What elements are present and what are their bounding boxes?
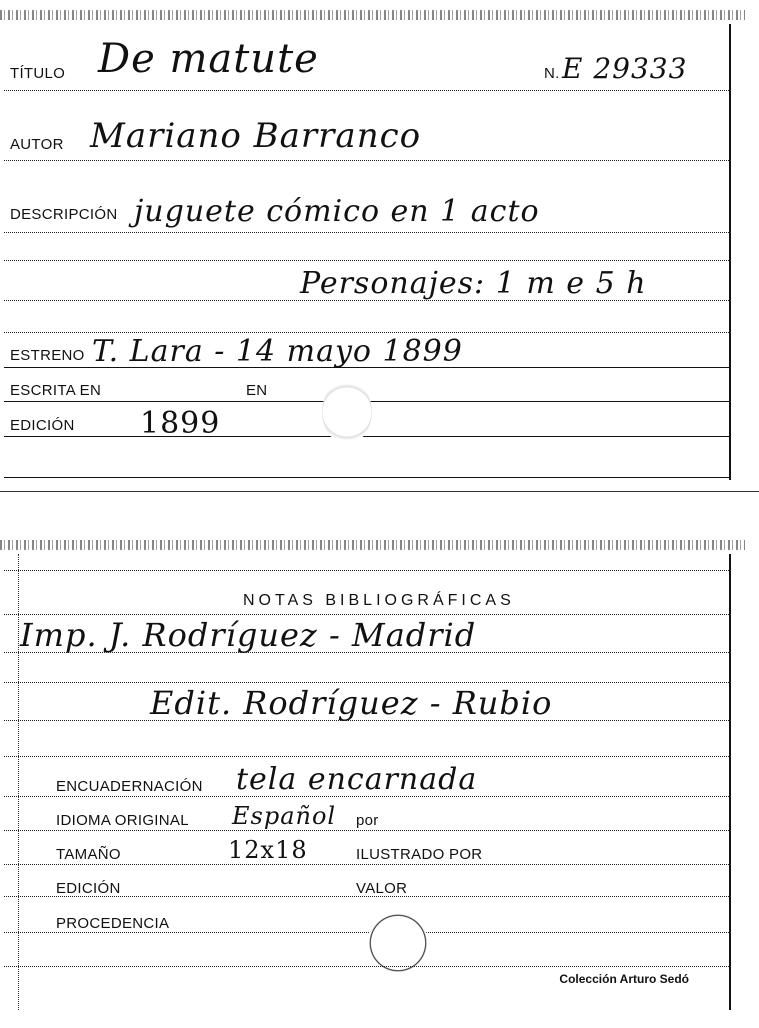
rule-line: [4, 570, 731, 571]
titulo-label: TÍTULO: [10, 65, 66, 82]
por-label: por: [356, 812, 379, 829]
ilustrado-label: ILUSTRADO POR: [356, 846, 483, 863]
rule-line: [4, 830, 731, 831]
edicion-label: EDICIÓN: [10, 417, 75, 434]
rule-line: [4, 796, 731, 797]
rule-line: [4, 932, 731, 933]
rule-line: [4, 90, 731, 91]
rule-line: [4, 260, 731, 261]
idioma-value: Español: [232, 802, 337, 830]
en-label: EN: [246, 382, 268, 399]
tamano-value: 12x18: [228, 836, 308, 864]
estreno-label: ESTRENO: [10, 347, 85, 364]
stamp-circle: [368, 912, 428, 974]
estreno-value: T. Lara - 14 mayo 1899: [92, 334, 463, 369]
rule-line: [4, 756, 731, 757]
rule-line: [4, 966, 731, 967]
rule-line: [4, 720, 731, 721]
rule-line: [4, 232, 731, 233]
edicion-back-label: EDICIÓN: [56, 880, 121, 897]
rule-line: [4, 682, 731, 683]
tamano-label: TAMAÑO: [56, 846, 121, 863]
stamp-blot: [322, 380, 372, 444]
rule-line: [4, 652, 731, 653]
notas-heading: NOTAS BIBLIOGRÁFICAS: [243, 592, 515, 609]
valor-label: VALOR: [356, 880, 408, 897]
edicion-value: 1899: [140, 406, 221, 441]
catalog-card-back: [0, 540, 745, 1010]
card-top-edge: [0, 10, 745, 20]
nota-line-2: Edit. Rodríguez - Rubio: [150, 684, 553, 722]
scan-divider: [0, 491, 759, 492]
rule-line: [4, 477, 731, 478]
personajes-value: Personajes: 1 m e 5 h: [300, 266, 647, 301]
rule-line: [4, 436, 731, 437]
escrita-label: ESCRITA EN: [10, 382, 102, 399]
encuadernacion-label: ENCUADERNACIÓN: [56, 778, 203, 795]
autor-value: Mariano Barranco: [90, 116, 422, 156]
rule-line: [4, 864, 731, 865]
catalog-card-front: [0, 10, 745, 480]
numero-label: N.: [544, 65, 560, 82]
rule-line: [4, 300, 731, 301]
numero-value: E 29333: [562, 52, 688, 85]
rule-line: [4, 614, 731, 615]
collection-footer: Colección Arturo Sedó: [559, 972, 689, 986]
card-right-border: [727, 554, 731, 1010]
procedencia-label: PROCEDENCIA: [56, 915, 170, 932]
card-top-edge: [0, 540, 745, 550]
rule-line: [4, 332, 731, 333]
card-right-border: [727, 24, 731, 480]
encuadernacion-value: tela encarnada: [236, 762, 478, 797]
autor-label: AUTOR: [10, 136, 64, 153]
nota-line-1: Imp. J. Rodríguez - Madrid: [20, 616, 477, 654]
card-left-border: [18, 554, 19, 1010]
descripcion-label: DESCRIPCIÓN: [10, 206, 118, 223]
rule-line: [4, 160, 731, 161]
rule-line: [4, 367, 731, 368]
titulo-value: De matute: [98, 36, 319, 82]
idioma-label: IDIOMA ORIGINAL: [56, 812, 189, 829]
descripcion-value: juguete cómico en 1 acto: [134, 194, 540, 229]
rule-line: [4, 896, 731, 897]
